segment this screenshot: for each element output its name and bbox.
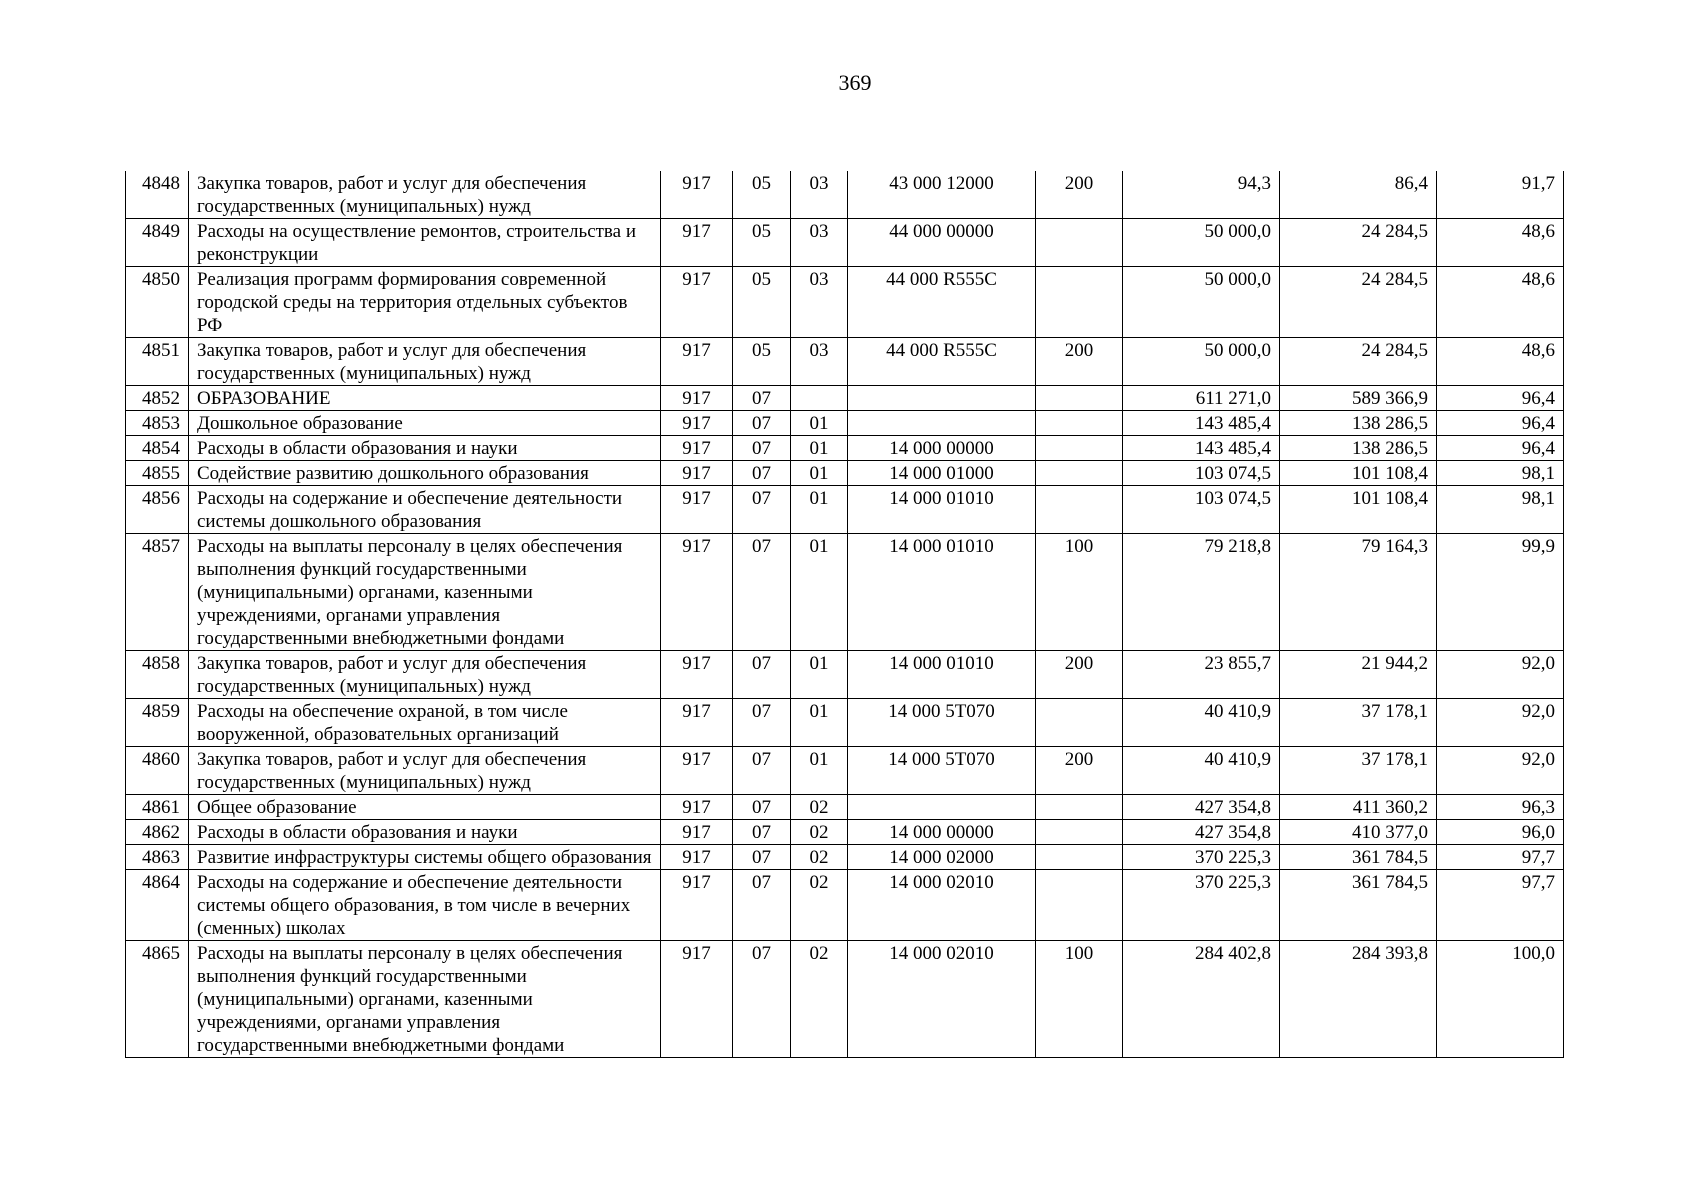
plan-amount-cell: 50 000,0 <box>1123 267 1280 338</box>
subsection-code-cell: 02 <box>791 795 848 820</box>
actual-amount-cell: 411 360,2 <box>1280 795 1437 820</box>
row-number-cell: 4863 <box>126 845 189 870</box>
plan-amount-cell: 143 485,4 <box>1123 436 1280 461</box>
plan-amount-cell: 79 218,8 <box>1123 534 1280 651</box>
expense-type-cell <box>1036 486 1123 534</box>
table-row <box>126 486 1564 534</box>
plan-amount-cell: 40 410,9 <box>1123 699 1280 747</box>
row-number-cell: 4860 <box>126 747 189 795</box>
expense-type-cell <box>1036 820 1123 845</box>
grbs-code-cell: 917 <box>661 219 733 267</box>
section-code-cell: 07 <box>733 870 791 941</box>
actual-amount-cell: 361 784,5 <box>1280 870 1437 941</box>
item-name-cell: Расходы на обеспечение охраной, в том числе вооруженной, образовательных организаций <box>189 699 661 747</box>
item-name-cell: Расходы в области образования и науки <box>189 436 661 461</box>
grbs-code-cell: 917 <box>661 845 733 870</box>
plan-amount-cell: 611 271,0 <box>1123 386 1280 411</box>
percent-cell: 96,0 <box>1437 820 1564 845</box>
table-row <box>126 436 1564 461</box>
grbs-code-cell: 917 <box>661 486 733 534</box>
plan-amount-cell: 284 402,8 <box>1123 941 1280 1058</box>
row-number-cell: 4865 <box>126 941 189 1058</box>
table-row <box>126 219 1564 267</box>
item-name-cell: Расходы на выплаты персоналу в целях обеспечения выполнения функций государственными (муниципальными) органами, казенными учреждениями, органами управления государственными внебюджетными фондами <box>189 941 661 1058</box>
grbs-code-cell: 917 <box>661 941 733 1058</box>
item-name-cell: Расходы в области образования и науки <box>189 820 661 845</box>
target-article-cell: 14 000 00000 <box>848 436 1036 461</box>
actual-amount-cell: 101 108,4 <box>1280 461 1437 486</box>
target-article-cell: 44 000 R555С <box>848 338 1036 386</box>
target-article-cell: 14 000 02010 <box>848 870 1036 941</box>
table-row <box>126 651 1564 699</box>
plan-amount-cell: 427 354,8 <box>1123 795 1280 820</box>
table-row <box>126 795 1564 820</box>
target-article-cell: 14 000 01010 <box>848 651 1036 699</box>
expense-type-cell <box>1036 870 1123 941</box>
percent-cell: 92,0 <box>1437 699 1564 747</box>
grbs-code-cell: 917 <box>661 461 733 486</box>
expense-type-cell <box>1036 411 1123 436</box>
percent-cell: 97,7 <box>1437 845 1564 870</box>
subsection-code-cell: 02 <box>791 870 848 941</box>
percent-cell: 98,1 <box>1437 461 1564 486</box>
plan-amount-cell: 103 074,5 <box>1123 486 1280 534</box>
expense-type-cell: 100 <box>1036 941 1123 1058</box>
percent-cell: 96,4 <box>1437 411 1564 436</box>
section-code-cell: 05 <box>733 219 791 267</box>
subsection-code-cell: 01 <box>791 699 848 747</box>
percent-cell: 48,6 <box>1437 219 1564 267</box>
plan-amount-cell: 40 410,9 <box>1123 747 1280 795</box>
target-article-cell: 44 000 00000 <box>848 219 1036 267</box>
item-name-cell: Развитие инфраструктуры системы общего образования <box>189 845 661 870</box>
expense-type-cell <box>1036 461 1123 486</box>
actual-amount-cell: 37 178,1 <box>1280 699 1437 747</box>
table-row <box>126 386 1564 411</box>
expense-type-cell: 200 <box>1036 651 1123 699</box>
plan-amount-cell: 427 354,8 <box>1123 820 1280 845</box>
expense-type-cell: 200 <box>1036 171 1123 219</box>
subsection-code-cell: 01 <box>791 461 848 486</box>
plan-amount-cell: 50 000,0 <box>1123 338 1280 386</box>
plan-amount-cell: 143 485,4 <box>1123 411 1280 436</box>
expense-type-cell: 200 <box>1036 747 1123 795</box>
subsection-code-cell: 02 <box>791 845 848 870</box>
table-row <box>126 941 1564 1058</box>
row-number-cell: 4864 <box>126 870 189 941</box>
grbs-code-cell: 917 <box>661 436 733 461</box>
target-article-cell <box>848 411 1036 436</box>
actual-amount-cell: 24 284,5 <box>1280 267 1437 338</box>
percent-cell: 96,4 <box>1437 436 1564 461</box>
target-article-cell: 14 000 02000 <box>848 845 1036 870</box>
section-code-cell: 07 <box>733 747 791 795</box>
row-number-cell: 4861 <box>126 795 189 820</box>
row-number-cell: 4855 <box>126 461 189 486</box>
actual-amount-cell: 284 393,8 <box>1280 941 1437 1058</box>
target-article-cell: 14 000 5Т070 <box>848 699 1036 747</box>
row-number-cell: 4862 <box>126 820 189 845</box>
table-row <box>126 870 1564 941</box>
target-article-cell: 14 000 01000 <box>848 461 1036 486</box>
actual-amount-cell: 589 366,9 <box>1280 386 1437 411</box>
table-row <box>126 171 1564 219</box>
plan-amount-cell: 370 225,3 <box>1123 845 1280 870</box>
actual-amount-cell: 79 164,3 <box>1280 534 1437 651</box>
grbs-code-cell: 917 <box>661 386 733 411</box>
target-article-cell: 43 000 12000 <box>848 171 1036 219</box>
item-name-cell: Закупка товаров, работ и услуг для обеспечения государственных (муниципальных) нужд <box>189 651 661 699</box>
percent-cell: 92,0 <box>1437 747 1564 795</box>
table-body <box>126 171 1564 1058</box>
plan-amount-cell: 94,3 <box>1123 171 1280 219</box>
section-code-cell: 05 <box>733 267 791 338</box>
subsection-code-cell: 02 <box>791 941 848 1058</box>
grbs-code-cell: 917 <box>661 411 733 436</box>
target-article-cell: 14 000 02010 <box>848 941 1036 1058</box>
actual-amount-cell: 21 944,2 <box>1280 651 1437 699</box>
subsection-code-cell: 01 <box>791 534 848 651</box>
section-code-cell: 07 <box>733 795 791 820</box>
plan-amount-cell: 103 074,5 <box>1123 461 1280 486</box>
percent-cell: 48,6 <box>1437 338 1564 386</box>
section-code-cell: 07 <box>733 386 791 411</box>
row-number-cell: 4856 <box>126 486 189 534</box>
row-number-cell: 4859 <box>126 699 189 747</box>
page-number: 369 <box>838 70 872 95</box>
actual-amount-cell: 138 286,5 <box>1280 411 1437 436</box>
subsection-code-cell: 01 <box>791 651 848 699</box>
row-number-cell: 4851 <box>126 338 189 386</box>
expense-type-cell <box>1036 436 1123 461</box>
grbs-code-cell: 917 <box>661 534 733 651</box>
percent-cell: 100,0 <box>1437 941 1564 1058</box>
item-name-cell: Общее образование <box>189 795 661 820</box>
actual-amount-cell: 138 286,5 <box>1280 436 1437 461</box>
actual-amount-cell: 86,4 <box>1280 171 1437 219</box>
section-code-cell: 07 <box>733 820 791 845</box>
expense-type-cell <box>1036 699 1123 747</box>
subsection-code-cell: 01 <box>791 486 848 534</box>
expense-type-cell: 100 <box>1036 534 1123 651</box>
row-number-cell: 4854 <box>126 436 189 461</box>
section-code-cell: 07 <box>733 461 791 486</box>
target-article-cell <box>848 386 1036 411</box>
item-name-cell: Расходы на выплаты персоналу в целях обеспечения выполнения функций государственными (муниципальными) органами, казенными учреждениями, органами управления государственными внебюджетными фондами <box>189 534 661 651</box>
subsection-code-cell <box>791 386 848 411</box>
item-name-cell: Расходы на содержание и обеспечение деятельности системы дошкольного образования <box>189 486 661 534</box>
item-name-cell: Дошкольное образование <box>189 411 661 436</box>
plan-amount-cell: 50 000,0 <box>1123 219 1280 267</box>
table-row <box>126 534 1564 651</box>
table-row <box>126 845 1564 870</box>
plan-amount-cell: 23 855,7 <box>1123 651 1280 699</box>
target-article-cell: 14 000 00000 <box>848 820 1036 845</box>
subsection-code-cell: 03 <box>791 171 848 219</box>
grbs-code-cell: 917 <box>661 795 733 820</box>
item-name-cell: Реализация программ формирования современной городской среды на территория отдельных субъектов РФ <box>189 267 661 338</box>
item-name-cell: Закупка товаров, работ и услуг для обеспечения государственных (муниципальных) нужд <box>189 171 661 219</box>
actual-amount-cell: 101 108,4 <box>1280 486 1437 534</box>
section-code-cell: 07 <box>733 411 791 436</box>
table-row <box>126 411 1564 436</box>
section-code-cell: 05 <box>733 171 791 219</box>
section-code-cell: 07 <box>733 486 791 534</box>
actual-amount-cell: 24 284,5 <box>1280 219 1437 267</box>
expense-type-cell <box>1036 267 1123 338</box>
item-name-cell: Закупка товаров, работ и услуг для обеспечения государственных (муниципальных) нужд <box>189 747 661 795</box>
table-row <box>126 820 1564 845</box>
percent-cell: 96,4 <box>1437 386 1564 411</box>
target-article-cell: 14 000 01010 <box>848 486 1036 534</box>
row-number-cell: 4849 <box>126 219 189 267</box>
plan-amount-cell: 370 225,3 <box>1123 870 1280 941</box>
subsection-code-cell: 03 <box>791 219 848 267</box>
actual-amount-cell: 410 377,0 <box>1280 820 1437 845</box>
expense-type-cell <box>1036 795 1123 820</box>
section-code-cell: 07 <box>733 845 791 870</box>
table-row <box>126 699 1564 747</box>
budget-table <box>125 171 1564 1058</box>
percent-cell: 96,3 <box>1437 795 1564 820</box>
section-code-cell: 07 <box>733 436 791 461</box>
expense-type-cell <box>1036 219 1123 267</box>
row-number-cell: 4848 <box>126 171 189 219</box>
item-name-cell: Расходы на содержание и обеспечение деятельности системы общего образования, в том числе в вечерних (сменных) школах <box>189 870 661 941</box>
grbs-code-cell: 917 <box>661 870 733 941</box>
row-number-cell: 4858 <box>126 651 189 699</box>
section-code-cell: 05 <box>733 338 791 386</box>
subsection-code-cell: 03 <box>791 338 848 386</box>
subsection-code-cell: 01 <box>791 411 848 436</box>
section-code-cell: 07 <box>733 651 791 699</box>
subsection-code-cell: 02 <box>791 820 848 845</box>
table-row <box>126 338 1564 386</box>
row-number-cell: 4853 <box>126 411 189 436</box>
section-code-cell: 07 <box>733 941 791 1058</box>
section-code-cell: 07 <box>733 699 791 747</box>
item-name-cell: ОБРАЗОВАНИЕ <box>189 386 661 411</box>
target-article-cell: 44 000 R555С <box>848 267 1036 338</box>
table-row <box>126 461 1564 486</box>
expense-type-cell <box>1036 386 1123 411</box>
item-name-cell: Содействие развитию дошкольного образования <box>189 461 661 486</box>
actual-amount-cell: 361 784,5 <box>1280 845 1437 870</box>
grbs-code-cell: 917 <box>661 338 733 386</box>
item-name-cell: Расходы на осуществление ремонтов, строительства и реконструкции <box>189 219 661 267</box>
actual-amount-cell: 24 284,5 <box>1280 338 1437 386</box>
percent-cell: 99,9 <box>1437 534 1564 651</box>
expense-type-cell <box>1036 845 1123 870</box>
section-code-cell: 07 <box>733 534 791 651</box>
percent-cell: 98,1 <box>1437 486 1564 534</box>
table-row <box>126 747 1564 795</box>
grbs-code-cell: 917 <box>661 747 733 795</box>
grbs-code-cell: 917 <box>661 267 733 338</box>
subsection-code-cell: 03 <box>791 267 848 338</box>
subsection-code-cell: 01 <box>791 747 848 795</box>
actual-amount-cell: 37 178,1 <box>1280 747 1437 795</box>
grbs-code-cell: 917 <box>661 171 733 219</box>
percent-cell: 48,6 <box>1437 267 1564 338</box>
target-article-cell <box>848 795 1036 820</box>
row-number-cell: 4852 <box>126 386 189 411</box>
row-number-cell: 4850 <box>126 267 189 338</box>
percent-cell: 91,7 <box>1437 171 1564 219</box>
subsection-code-cell: 01 <box>791 436 848 461</box>
percent-cell: 92,0 <box>1437 651 1564 699</box>
target-article-cell: 14 000 5Т070 <box>848 747 1036 795</box>
target-article-cell: 14 000 01010 <box>848 534 1036 651</box>
percent-cell: 97,7 <box>1437 870 1564 941</box>
item-name-cell: Закупка товаров, работ и услуг для обеспечения государственных (муниципальных) нужд <box>189 338 661 386</box>
grbs-code-cell: 917 <box>661 699 733 747</box>
grbs-code-cell: 917 <box>661 820 733 845</box>
row-number-cell: 4857 <box>126 534 189 651</box>
table-row <box>126 267 1564 338</box>
expense-type-cell: 200 <box>1036 338 1123 386</box>
grbs-code-cell: 917 <box>661 651 733 699</box>
